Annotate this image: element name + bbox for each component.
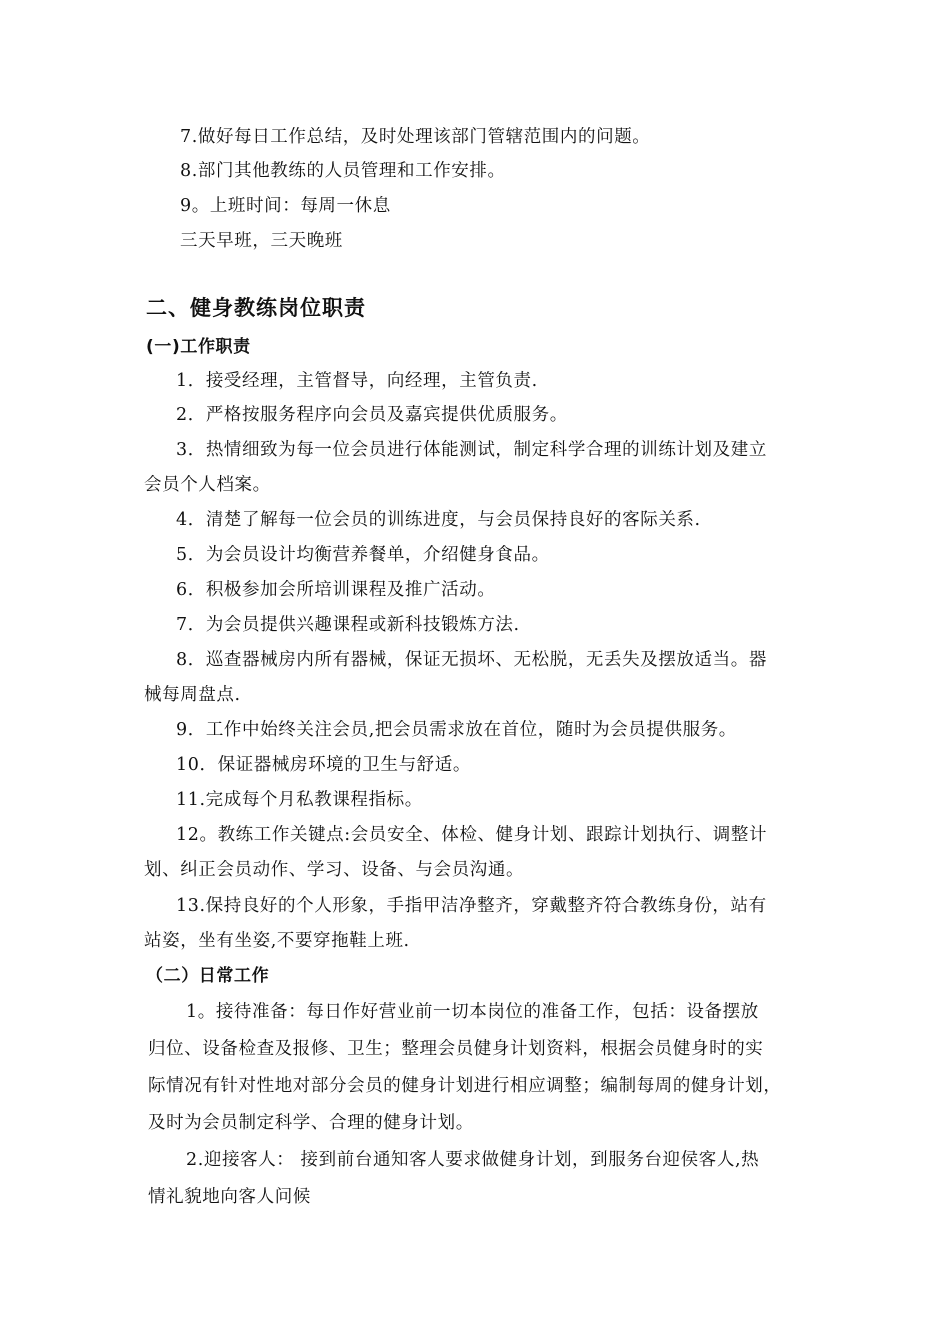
duty-line: 11.完成每个月私教课程指标。 <box>176 790 423 810</box>
duty-line: 2．严格按服务程序向会员及嘉宾提供优质服务。 <box>176 405 568 425</box>
duty-item-9-detail: 三天早班，三天晚班 <box>180 231 343 251</box>
duty-line: 4．清楚了解每一位会员的训练进度，与会员保持良好的客际关系. <box>176 510 701 530</box>
daily-line: 情礼貌地向客人问候 <box>148 1187 311 1207</box>
duty-line: 7．为会员提供兴趣课程或新科技锻炼方法. <box>176 615 520 635</box>
duty-line: 3．热情细致为每一位会员进行体能测试，制定科学合理的训练计划及建立 <box>176 440 767 460</box>
daily-line: 1。接待准备：每日作好营业前一切本岗位的准备工作，包括：设备摆放 <box>186 1002 759 1022</box>
duty-line: 械每周盘点. <box>144 685 241 705</box>
duty-line: 会员个人档案。 <box>144 475 271 495</box>
daily-line: 2.迎接客人： 接到前台通知客人要求做健身计划，到服务台迎侯客人,热 <box>186 1150 760 1170</box>
daily-line: 及时为会员制定科学、合理的健身计划。 <box>148 1113 474 1133</box>
duty-item-7: 7.做好每日工作总结，及时处理该部门管辖范围内的问题。 <box>180 127 651 147</box>
duty-line: 1．接受经理，主管督导，向经理，主管负责. <box>176 371 538 391</box>
duty-item-9: 9。上班时间：每周一休息 <box>180 196 391 216</box>
duty-line: 6．积极参加会所培训课程及推广活动。 <box>176 580 496 600</box>
daily-line: 际情况有针对性地对部分会员的健身计划进行相应调整；编制每周的健身计划， <box>148 1076 782 1096</box>
duty-line: 10．保证器械房环境的卫生与舒适。 <box>176 755 471 775</box>
duty-line: 站姿，坐有坐姿,不要穿拖鞋上班. <box>144 931 410 951</box>
duty-line: 划、纠正会员动作、学习、设备、与会员沟通。 <box>144 860 525 880</box>
subsection-heading-daily: （二）日常工作 <box>146 966 270 986</box>
section-heading: 二、健身教练岗位职责 <box>146 296 366 320</box>
duty-line: 8．巡查器械房内所有器械，保证无损坏、无松脱，无丢失及摆放适当。器 <box>176 650 767 670</box>
duty-item-8: 8.部门其他教练的人员管理和工作安排。 <box>180 161 506 181</box>
duty-line: 13.保持良好的个人形象，手指甲洁净整齐，穿戴整齐符合教练身份，站有 <box>176 896 767 916</box>
subsection-heading-duties: (一)工作职责 <box>146 337 251 357</box>
duty-line: 12。教练工作关键点:会员安全、体检、健身计划、跟踪计划执行、调整计 <box>176 825 768 845</box>
duty-line: 5．为会员设计均衡营养餐单，介绍健身食品。 <box>176 545 550 565</box>
duty-line: 9．工作中始终关注会员,把会员需求放在首位，随时为会员提供服务。 <box>176 720 737 740</box>
daily-line: 归位、设备检查及报修、卫生；整理会员健身计划资料，根据会员健身时的实 <box>148 1039 764 1059</box>
